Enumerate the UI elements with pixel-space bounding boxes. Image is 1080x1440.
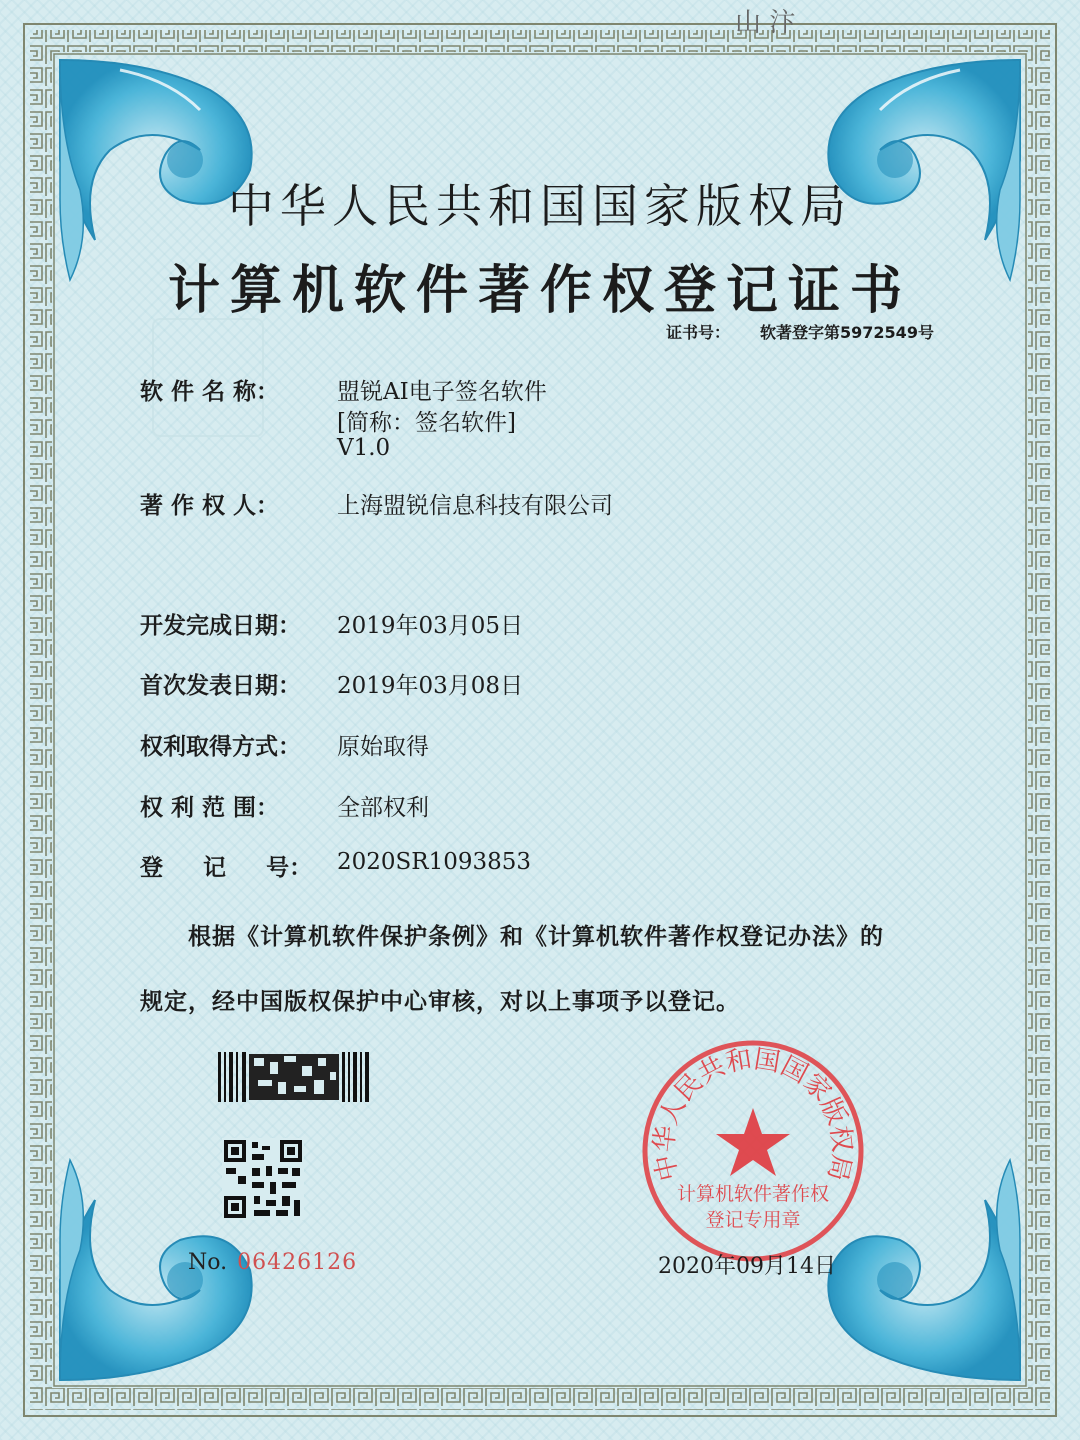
issue-date: 2020年09月14日: [658, 1254, 836, 1279]
seal-inner-line1: 计算机软件著作权: [676, 1183, 830, 1205]
software-name-line2: [简称：签名软件]: [337, 410, 516, 436]
dev-date-label: 开发完成日期：: [140, 613, 301, 639]
certificate-title: 计算机软件著作权登记证书: [167, 260, 912, 321]
certificate-number: [666, 320, 934, 343]
owner-value: 上海盟锐信息科技有限公司: [337, 493, 613, 519]
pub-date-value: 2019年03月08日: [337, 673, 524, 699]
seal-star-icon: [716, 1108, 790, 1176]
statement-line2: 规定，经中国版权保护中心审核，对以上事项予以登记。: [140, 989, 740, 1015]
barcode: [218, 1052, 370, 1102]
pub-date-label: 首次发表日期：: [140, 673, 301, 699]
serial-value: 06426126: [237, 1250, 358, 1275]
serial-prefix: No.: [188, 1250, 228, 1275]
acquire-method-label: 权利取得方式：: [140, 734, 301, 760]
handwritten-note: 山 汴: [735, 8, 796, 38]
scope-label: 权 利 范 围：: [140, 795, 280, 821]
serial-number: [188, 1250, 357, 1275]
cert-no-value: 软著登字第5972549号: [760, 323, 934, 342]
software-version: V1.0: [337, 435, 391, 461]
qr-code: [222, 1138, 304, 1220]
reg-no-label: 登 记 号：: [140, 855, 313, 881]
dev-date-value: 2019年03月05日: [337, 613, 524, 639]
seal-ring-textpath: 中华人民共和国国家版权局: [649, 1044, 857, 1184]
acquire-method-value: 原始取得: [337, 734, 429, 760]
software-name-label: 软 件 名 称：: [140, 379, 280, 405]
reg-no-value: 2020SR1093853: [337, 849, 532, 875]
statement-line1: 根据《计算机软件保护条例》和《计算机软件著作权登记办法》的: [188, 924, 884, 950]
issuer-title: 中华人民共和国国家版权局: [228, 179, 852, 233]
software-name-line1: 盟锐AI电子签名软件: [337, 379, 547, 405]
owner-label: 著 作 权 人：: [140, 493, 280, 519]
scope-value: 全部权利: [337, 795, 429, 821]
official-seal: [638, 1036, 868, 1266]
seal-inner-line2: 登记专用章: [705, 1209, 801, 1231]
cert-no-label: 证书号：: [666, 323, 731, 342]
